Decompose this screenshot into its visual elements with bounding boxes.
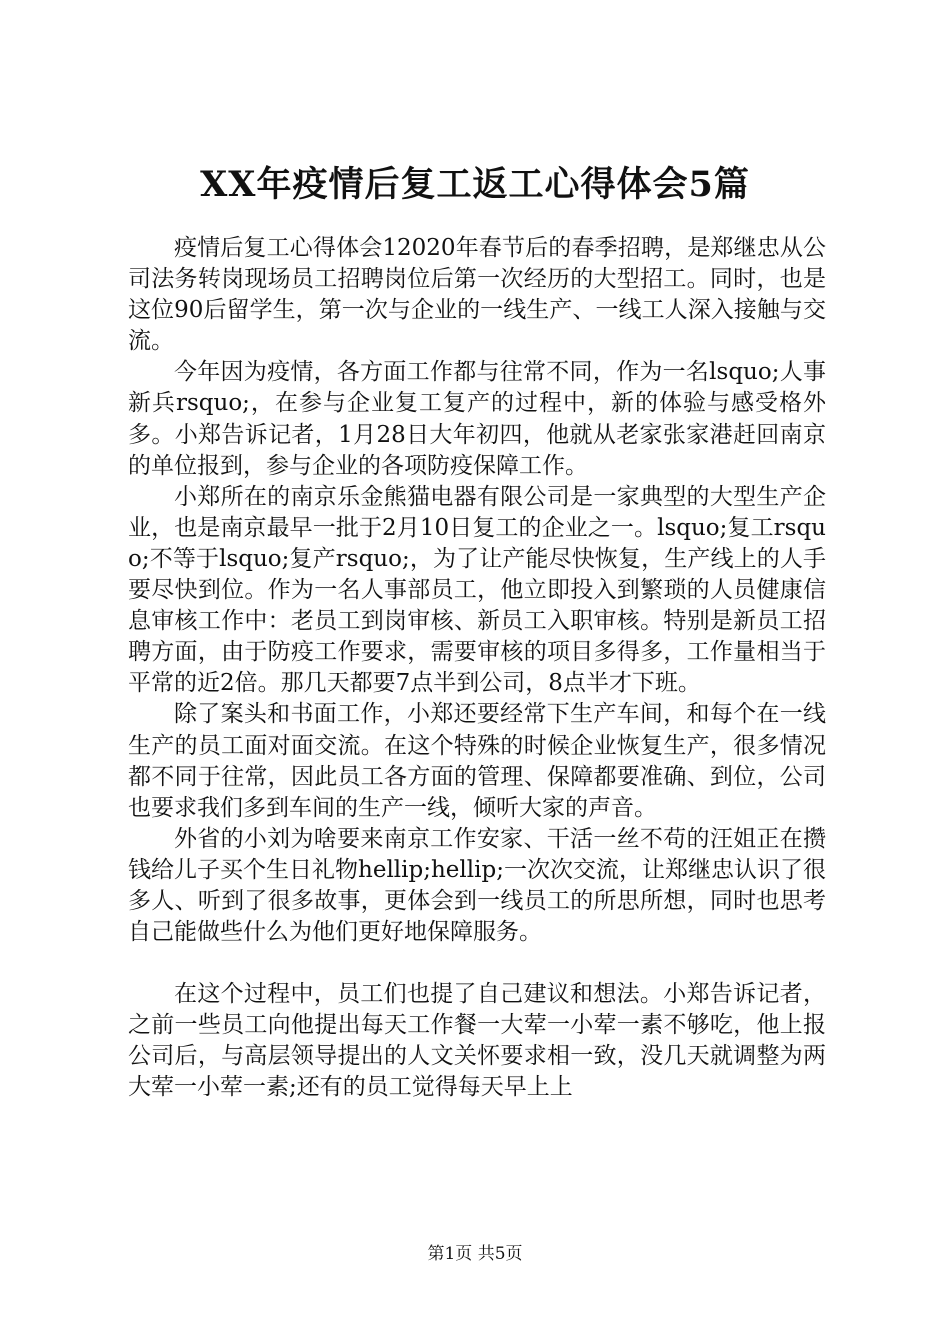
paragraph: 小郑所在的南京乐金熊猫电器有限公司是一家典型的大型生产企业，也是南京最早一批于2月10日复工的企业之一。lsquo;复工rsquo;不等于lsquo;复产rsquo;，为了让产能尽快恢复，生产线上的人手要尽快到位。作为一名人事部员工，他立即投入到繁琐的人员健康信息审核工作中：老员工到岗审核、新员工入职审核。特别是新员工招聘方面，由于防疫工作要求，需要审核的项目多得多，工作量相当于平常的近2倍。那几天都要7点半到公司，8点半才下班。 xyxy=(128,483,826,697)
paragraph: 在这个过程中，员工们也提了自己建议和想法。小郑告诉记者，之前一些员工向他提出每天工作餐一大荤一小荤一素不够吃，他上报公司后，与高层领导提出的人文关怀要求相一致，没几天就调整为两大荤一小荤一素;还有的员工觉得每天早上上 xyxy=(128,981,826,1101)
paragraph: 除了案头和书面工作，小郑还要经常下生产车间，和每个在一线生产的员工面对面交流。在这个特殊的时候企业恢复生产，很多情况都不同于往常，因此员工各方面的管理、保障都要准确、到位，公司也要求我们多到车间的生产一线，倾听大家的声音。 xyxy=(128,701,826,821)
paragraph: 今年因为疫情，各方面工作都与往常不同，作为一名lsquo;人事新兵rsquo;，在参与企业复工复产的过程中，新的体验与感受格外多。小郑告诉记者，1月28日大年初四，他就从老家张家港赶回南京的单位报到，参与企业的各项防疫保障工作。 xyxy=(128,359,826,479)
page-title: XX年疫情后复工返工心得体会5篇 xyxy=(200,164,750,205)
document-body xyxy=(128,233,826,1104)
page-number-footer: 第1页 共5页 xyxy=(427,1244,523,1264)
paragraph: 疫情后复工心得体会12020年春节后的春季招聘，是郑继忠从公司法务转岗现场员工招聘岗位后第一次经历的大型招工。同时，也是这位90后留学生，第一次与企业的一线生产、一线工人深入接触与交流。 xyxy=(128,235,826,355)
paragraph: 外省的小刘为啥要来南京工作安家、干活一丝不苟的汪姐正在攒钱给儿子买个生日礼物hellip;hellip;一次次交流，让郑继忠认识了很多人、听到了很多故事，更体会到一线员工的所思所想，同时也思考自己能做些什么为他们更好地保障服务。 xyxy=(128,825,826,946)
